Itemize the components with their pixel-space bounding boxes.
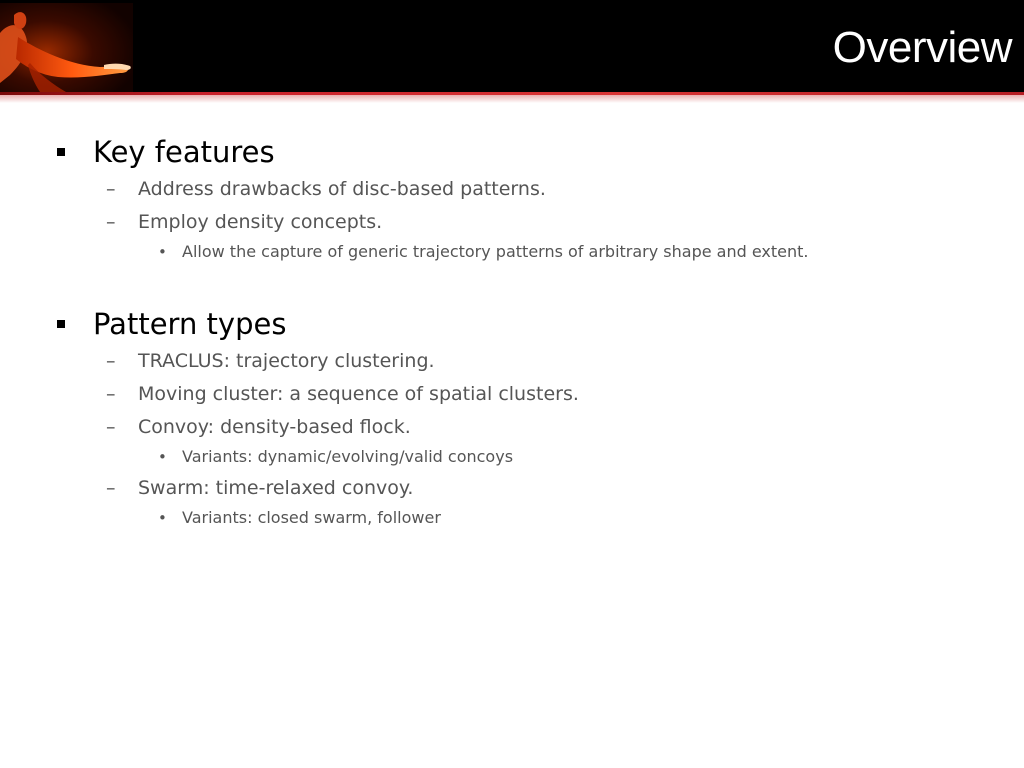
dash-bullet-icon: – bbox=[106, 416, 116, 438]
dot-bullet-icon: • bbox=[158, 509, 167, 527]
dash-bullet-icon: – bbox=[106, 477, 116, 499]
dot-bullet-icon: • bbox=[158, 448, 167, 466]
bullet-text: Address drawbacks of disc-based patterns. bbox=[138, 178, 546, 200]
bullet-text: Employ density concepts. bbox=[138, 211, 383, 233]
dot-bullet-icon: • bbox=[158, 243, 167, 261]
bullet-text: Moving cluster: a sequence of spatial clusters. bbox=[138, 383, 579, 405]
dash-bullet-icon: – bbox=[106, 350, 116, 372]
bullet-text: TRACLUS: trajectory clustering. bbox=[138, 350, 435, 372]
sub-bullet-text: Allow the capture of generic trajectory patterns of arbitrary shape and extent. bbox=[182, 242, 809, 261]
square-bullet-icon bbox=[57, 148, 65, 156]
sub-bullet-text: Variants: closed swarm, follower bbox=[182, 508, 441, 527]
bullet-text: Swarm: time-relaxed convoy. bbox=[138, 477, 414, 499]
dash-bullet-icon: – bbox=[106, 383, 116, 405]
slide-title: Overview bbox=[832, 23, 1012, 72]
sub-bullet-text: Variants: dynamic/evolving/valid concoys bbox=[182, 447, 514, 466]
bullet-text: Convoy: density-based flock. bbox=[138, 416, 411, 438]
square-bullet-icon bbox=[57, 320, 65, 328]
section-heading: Key features bbox=[93, 135, 275, 169]
dash-bullet-icon: – bbox=[106, 211, 116, 233]
section-heading: Pattern types bbox=[93, 307, 287, 341]
dash-bullet-icon: – bbox=[106, 178, 116, 200]
